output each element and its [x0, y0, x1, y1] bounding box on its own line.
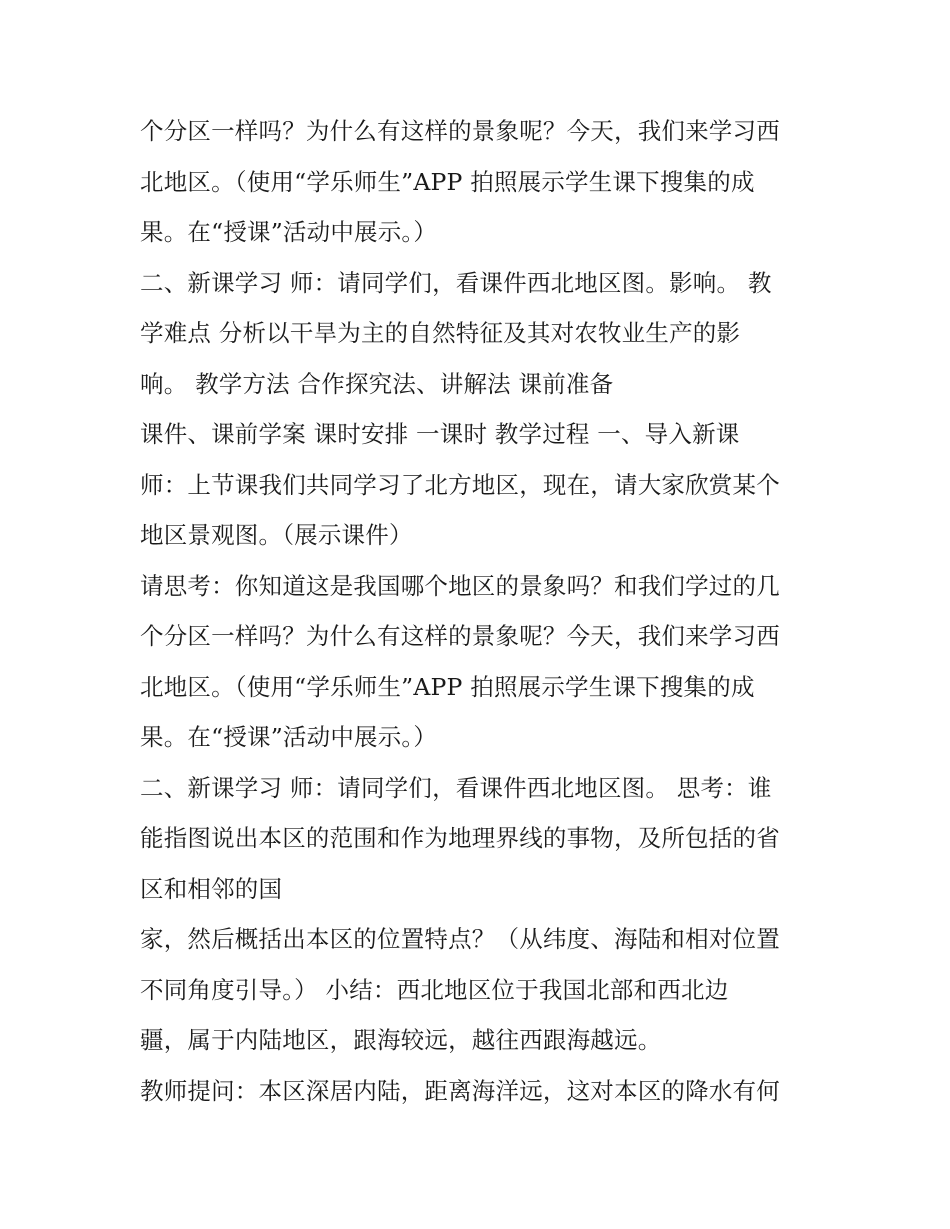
text-line: 能指图说出本区的范围和作为地理界线的事物，及所包括的省 [140, 824, 780, 852]
body-text [140, 106, 830, 1116]
text-line: 教师提问：本区深居内陆，距离海洋远，这对本区的降水有何 [140, 1076, 780, 1105]
text-line: 疆，属于内陆地区，跟海较远，越往西跟海越远。 [140, 1026, 662, 1054]
text-line: 二、新课学习 师：请同学们，看课件西北地区图。影响。 教 [140, 268, 772, 297]
text-line: 学难点 分析以干旱为主的自然特征及其对农牧业生产的影 [140, 319, 741, 347]
text-line: 家，然后概括出本区的位置特点？（从纬度、海陆和相对位置 [140, 925, 780, 953]
text-line: 果。在“授课”活动中展示。） [140, 218, 438, 246]
text-line: 师：上节课我们共同学习了北方地区，现在，请大家欣赏某个 [140, 470, 780, 499]
text-line: 个分区一样吗？为什么有这样的景象呢？今天，我们来学习西 [140, 622, 780, 650]
text-line: 二、新课学习 师：请同学们，看课件西北地区图。 思考：谁 [140, 773, 772, 802]
text-line: 北地区。（使用“学乐师生”APP 拍照展示学生课下搜集的成 [140, 167, 755, 196]
text-line: 不同角度引导。） 小结：西北地区位于我国北部和西北边 [140, 975, 729, 1004]
text-line: 果。在“授课”活动中展示。） [140, 723, 438, 751]
text-line: 请思考：你知道这是我国哪个地区的景象吗？和我们学过的几 [140, 571, 780, 600]
text-line: 个分区一样吗？为什么有这样的景象呢？今天，我们来学习西 [140, 117, 780, 145]
text-line: 地区景观图。（展示课件） [140, 521, 413, 549]
text-line: 区和相邻的国 [140, 874, 283, 903]
text-line: 课件、课前学案 课时安排 一课时 教学过程 一、导入新课 [140, 420, 740, 448]
text-line: 响。 教学方法 合作探究法、讲解法 课前准备 [140, 369, 614, 398]
text-line: 北地区。（使用“学乐师生”APP 拍照展示学生课下搜集的成 [140, 672, 755, 701]
